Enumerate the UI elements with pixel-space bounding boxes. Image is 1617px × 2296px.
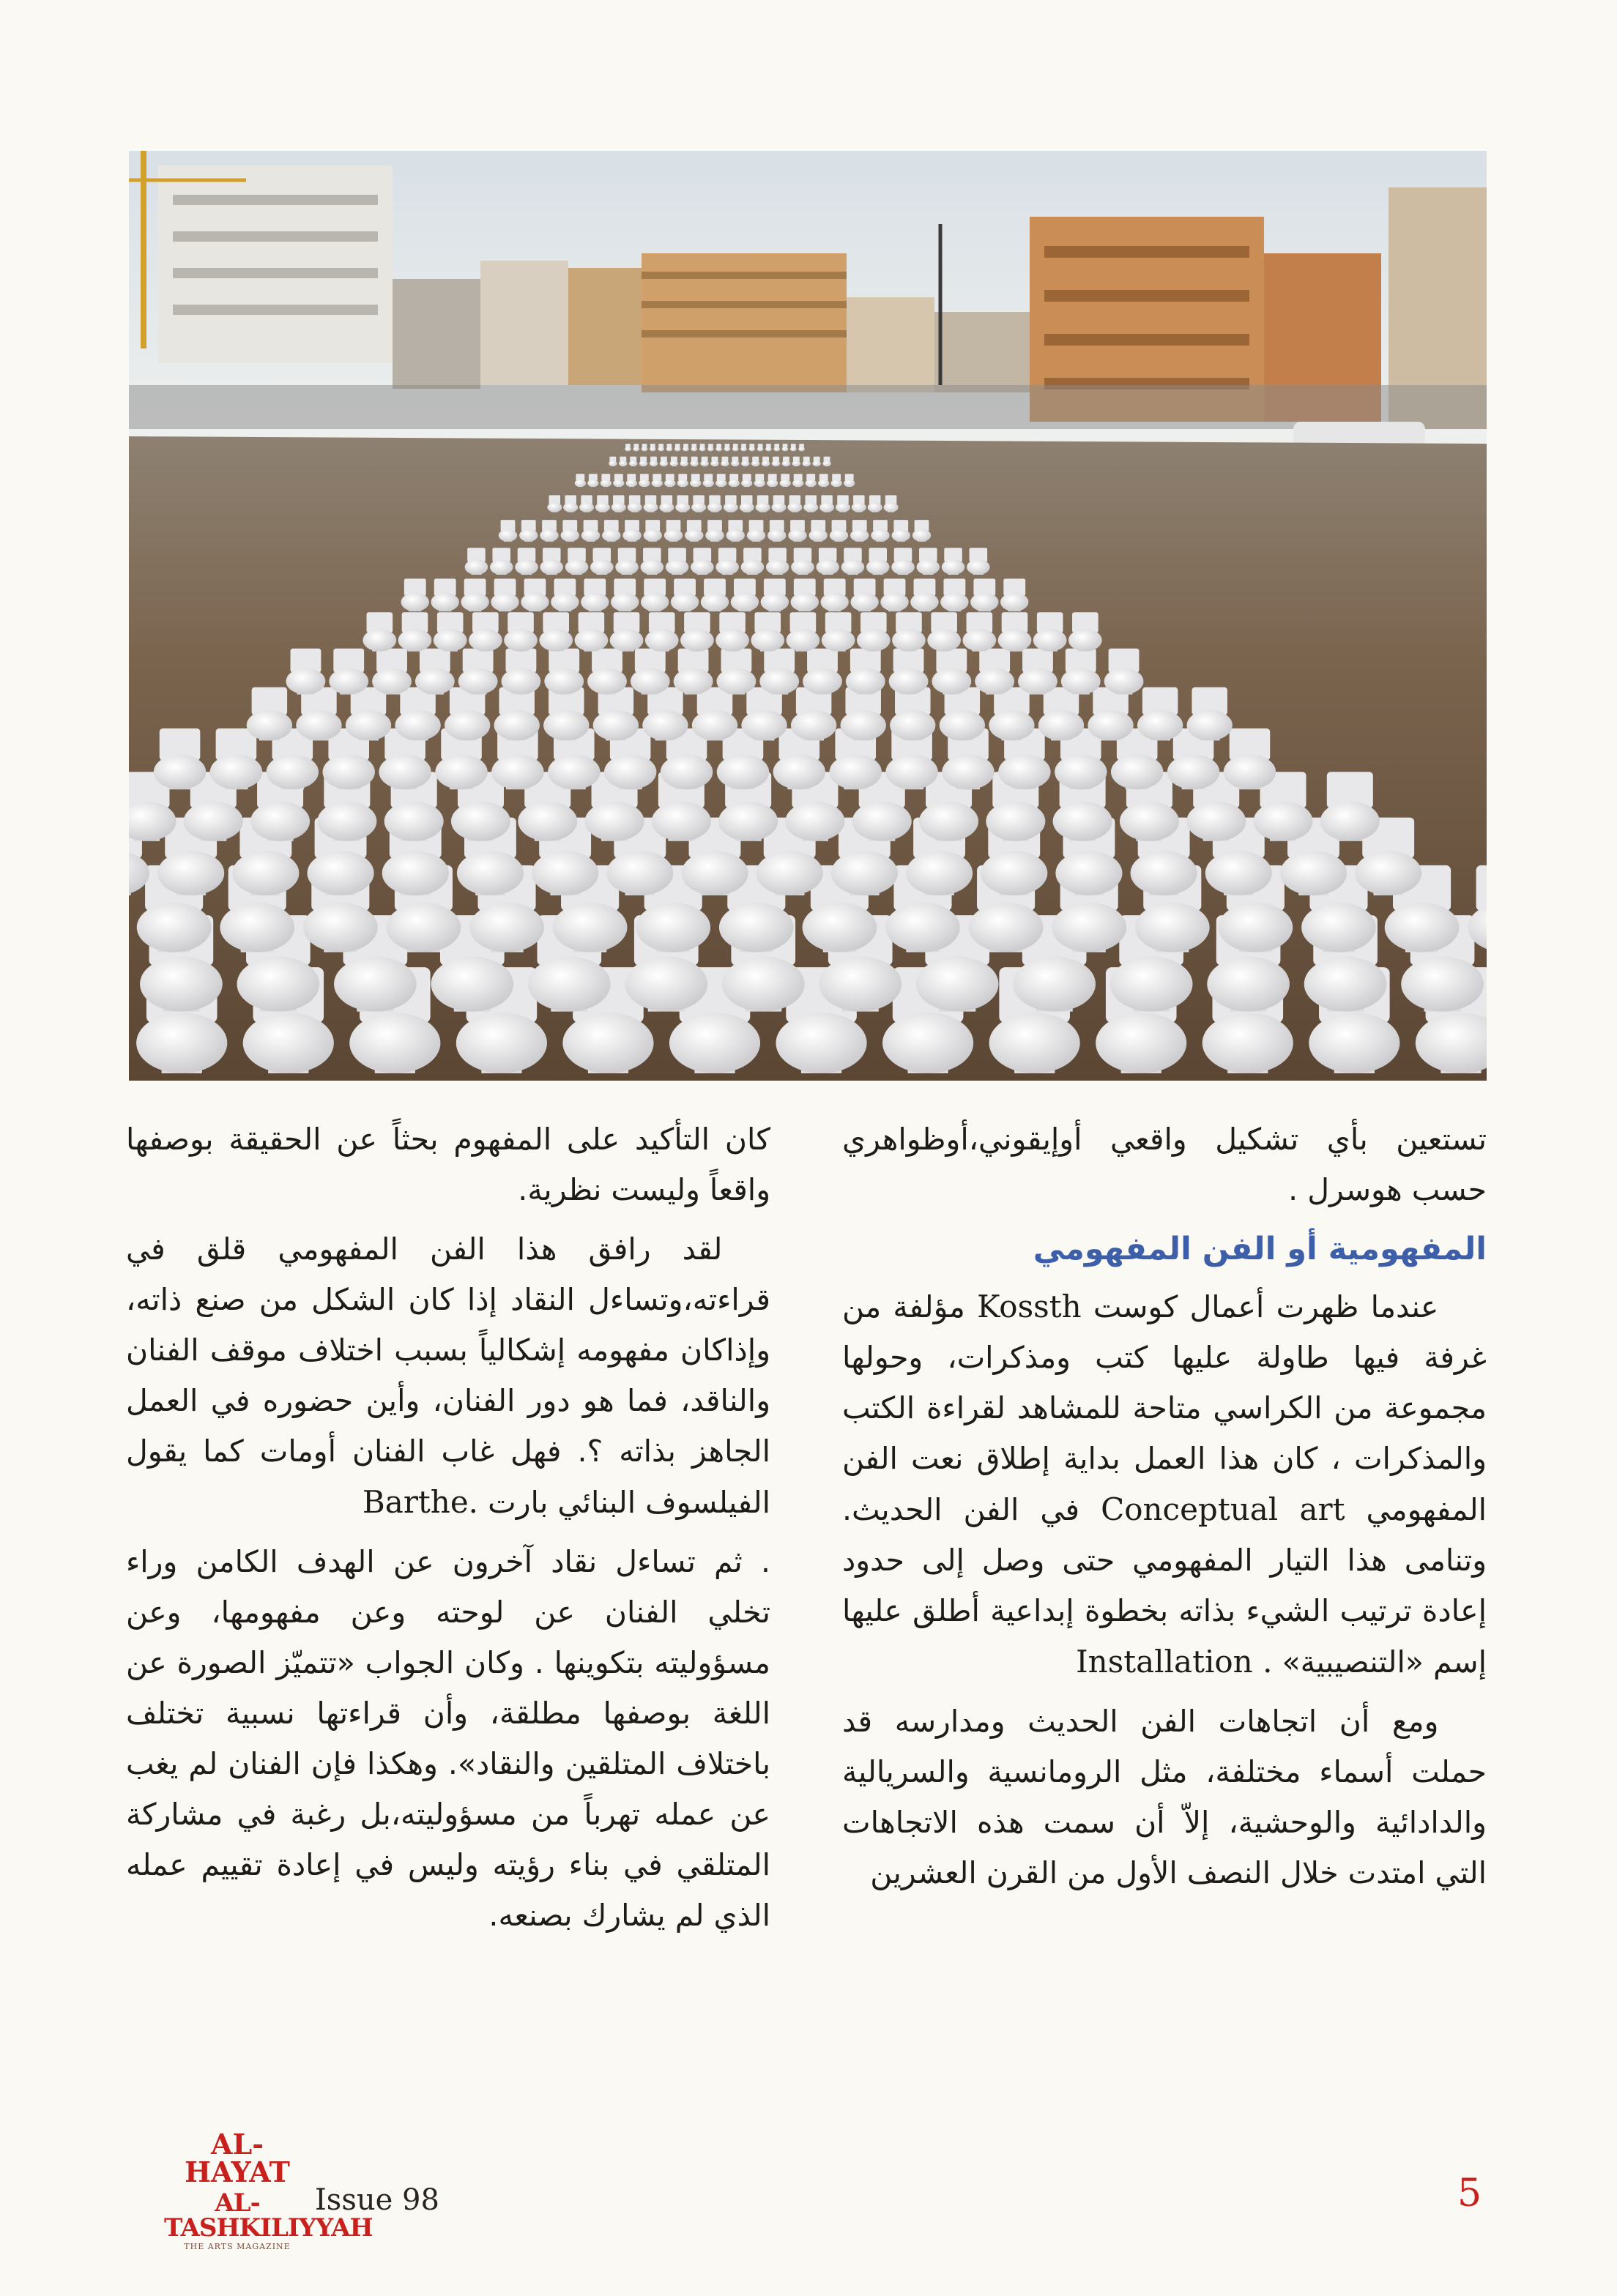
toilet <box>692 687 737 741</box>
toilet <box>1018 649 1057 695</box>
toilet <box>700 457 708 466</box>
toilet <box>664 474 675 487</box>
toilet <box>798 444 805 451</box>
toilet <box>633 444 639 451</box>
toilet <box>787 612 820 651</box>
toilet <box>741 474 752 487</box>
toilet <box>650 444 656 451</box>
toilet <box>803 457 811 466</box>
toilet <box>504 612 538 651</box>
toilet <box>615 548 639 575</box>
toilet <box>611 578 639 611</box>
toilet <box>563 495 578 512</box>
toilet <box>683 444 689 451</box>
toilet <box>154 728 206 789</box>
toilet <box>822 612 855 651</box>
logo-line-1: AL-HAYAT <box>185 2128 290 2188</box>
toilet <box>494 687 540 741</box>
toilet <box>670 457 678 466</box>
toilet <box>787 495 802 512</box>
toilet <box>1187 687 1233 741</box>
toilet <box>716 649 756 695</box>
toilet <box>836 495 850 512</box>
english-term-installation: Installation . <box>1076 1644 1273 1680</box>
toilet <box>490 548 513 575</box>
toilet <box>880 578 908 611</box>
toilet <box>671 578 699 611</box>
english-term-conceptual-art: Conceptual art <box>1101 1491 1345 1527</box>
toilet <box>247 687 292 741</box>
toilet <box>912 520 931 542</box>
toilet <box>927 612 961 651</box>
toilet <box>791 578 819 611</box>
toilet <box>519 520 538 542</box>
toilet <box>759 649 799 695</box>
toilet <box>751 612 784 651</box>
toilet <box>871 520 889 542</box>
toilet <box>642 444 648 451</box>
toilet <box>707 495 722 512</box>
paragraph-concept: كان التأكيد على المفهوم بحثاً عن الحقيقة بوصفها واقعاً وليست نظرية. <box>126 1122 770 1207</box>
toilet <box>626 474 637 487</box>
toilet <box>699 444 706 451</box>
toilet <box>625 444 631 451</box>
para-text-1b: مؤلفة من غرفة فيها طاولة عليها كتب ومذكرات، وحولها مجموعة من الكراسي متاحة للمشاهد لقراءة الكتب والمذكرات ، كان هذا العمل بداية إطلاق نعت الفن المفهومي <box>842 1289 1487 1527</box>
toilet <box>579 495 594 512</box>
toilet <box>1224 728 1276 789</box>
toilet <box>595 495 610 512</box>
toilet <box>581 578 609 611</box>
toilet <box>751 457 759 466</box>
toilet <box>732 444 739 451</box>
toilet <box>434 612 467 651</box>
toilet <box>461 578 488 611</box>
toilet <box>691 444 697 451</box>
toilet <box>590 548 614 575</box>
toilet <box>975 649 1014 695</box>
toilet <box>612 495 626 512</box>
toilet <box>892 520 910 542</box>
toilet <box>1033 612 1067 651</box>
toilet <box>641 578 669 611</box>
toilet <box>610 612 644 651</box>
toilet <box>766 548 789 575</box>
toilet <box>675 495 690 512</box>
toilet <box>889 649 929 695</box>
toilet <box>791 687 836 741</box>
para-text-1c: في الفن الحديث. وتنامى هذا التيار المفهومي حتى وصل إلى حدود إعادة ترتيب الشيء بذاته بخطوة إبداعية أطلق عليها إسم «التنصيبية» <box>842 1492 1487 1680</box>
toilet <box>892 612 926 651</box>
toilet <box>551 578 579 611</box>
toilet <box>998 612 1032 651</box>
toilet <box>715 548 739 575</box>
toilet <box>705 520 724 542</box>
toilet <box>724 495 738 512</box>
toilet <box>431 578 458 611</box>
toilet <box>666 548 689 575</box>
toilet <box>749 444 756 451</box>
toilet <box>841 687 886 741</box>
toilet <box>762 457 770 466</box>
toilet <box>674 649 713 695</box>
toilet <box>780 474 791 487</box>
toilet <box>1000 578 1028 611</box>
toilet <box>659 495 674 512</box>
toilet <box>803 495 818 512</box>
toilet <box>644 495 658 512</box>
toilet <box>731 457 739 466</box>
paragraph-anxiety <box>126 1224 770 1528</box>
toilet <box>1104 649 1144 695</box>
toilet <box>574 612 608 651</box>
english-term-barthe: Barthe. <box>362 1484 479 1520</box>
toilet <box>363 612 396 651</box>
toilet <box>398 612 432 651</box>
toilet <box>613 474 624 487</box>
toilet <box>641 548 664 575</box>
toilet <box>445 687 490 741</box>
toilet <box>741 548 765 575</box>
article-column-right <box>842 1114 1487 1907</box>
toilet <box>868 495 882 512</box>
toilet <box>724 444 731 451</box>
toilet <box>1137 687 1183 741</box>
toilet <box>1320 772 1380 841</box>
toilet <box>601 474 612 487</box>
toilet <box>715 612 749 651</box>
toilet <box>660 457 668 466</box>
toilet <box>756 495 770 512</box>
toilet <box>792 457 800 466</box>
toilet <box>469 612 502 651</box>
toilet <box>850 520 869 542</box>
toilet <box>658 444 664 451</box>
toilet <box>674 444 681 451</box>
toilet <box>609 457 617 466</box>
toilet <box>458 649 498 695</box>
toilet <box>890 687 935 741</box>
issue-number: Issue 98 <box>315 2183 439 2217</box>
toilet <box>707 444 714 451</box>
toilet <box>726 520 745 542</box>
toilet <box>652 474 663 487</box>
toilet <box>491 578 518 611</box>
toilet <box>754 474 765 487</box>
para-text-2a: لقد رافق هذا الفن المفهومي قلق في قراءته،وتساءل النقاد إذا كان الشكل من صنع ذاته، وإذاكان مفهومه إشكالياً بسبب اختلاف موقف الفنان والناقد، فما هو دور الفنان، وأين حضوره في العمل الجاهز بذاته ؟. فهل غاب الفنان أومات كما يقول الفيلسوف البنائي بارت <box>126 1231 770 1520</box>
toilet <box>666 444 673 451</box>
toilet <box>740 444 747 451</box>
toilet <box>731 578 759 611</box>
toilet <box>629 457 637 466</box>
toilet <box>967 548 990 575</box>
toilet <box>395 687 440 741</box>
toilet <box>866 548 890 575</box>
toilet <box>852 495 866 512</box>
toilet <box>816 548 839 575</box>
toilet <box>970 578 998 611</box>
toilet <box>917 548 940 575</box>
toilet <box>296 687 341 741</box>
toilet <box>790 444 797 451</box>
toilet <box>850 578 878 611</box>
toilet <box>329 649 368 695</box>
toilet <box>639 474 650 487</box>
toilet <box>715 444 722 451</box>
toilet <box>703 474 714 487</box>
toilet <box>910 578 938 611</box>
toilet <box>772 495 787 512</box>
toilet <box>521 578 549 611</box>
toilet <box>841 548 865 575</box>
toilet <box>544 649 584 695</box>
toilet <box>819 495 834 512</box>
toilet <box>631 649 670 695</box>
logo-line-2: AL-TASHKILIYYAH <box>164 2188 373 2243</box>
toilet <box>791 548 814 575</box>
toilet <box>818 474 829 487</box>
page-number: 5 <box>1457 2172 1482 2215</box>
toilet <box>715 474 726 487</box>
toilet <box>581 520 600 542</box>
toilet <box>788 520 806 542</box>
toilets-installation-photo <box>129 151 1487 1081</box>
toilet <box>782 457 790 466</box>
article-column-left <box>126 1114 770 1950</box>
toilet <box>812 457 820 466</box>
toilet <box>857 612 891 651</box>
toilet <box>543 687 589 741</box>
toilet <box>587 474 598 487</box>
toilet <box>565 548 589 575</box>
toilet <box>940 578 968 611</box>
toilet <box>680 612 714 651</box>
toilet <box>782 444 789 451</box>
toilet <box>846 649 885 695</box>
toilet <box>1088 687 1133 741</box>
toilet <box>821 578 849 611</box>
toilet <box>884 495 899 512</box>
english-term-kossth: Kossth <box>977 1289 1082 1324</box>
toilet <box>831 474 842 487</box>
paragraph-movements: ومع أن اتجاهات الفن الحديث ومدارسه قد حملت أسماء مختلفة، مثل الرومانسية والسريالية والدادائية والوحشية، إلاّ أن سمت هذه الاتجاهات التي امتدت خلال النصف الأول من القرن العشرين <box>842 1704 1487 1890</box>
toilet <box>593 687 639 741</box>
toilet <box>1068 612 1102 651</box>
toilet <box>765 444 772 451</box>
toilet <box>757 444 764 451</box>
toilet <box>767 520 786 542</box>
toilet <box>650 457 658 466</box>
toilet <box>773 444 780 451</box>
toilet <box>721 457 729 466</box>
toilet <box>619 457 627 466</box>
article-photo <box>129 151 1487 1081</box>
toilet <box>803 649 842 695</box>
toilet <box>465 548 488 575</box>
toilet <box>761 578 789 611</box>
toilet <box>286 649 326 695</box>
toilet <box>664 520 683 542</box>
toilet <box>690 474 701 487</box>
toilet <box>539 612 573 651</box>
toilet <box>822 457 830 466</box>
toilet <box>547 495 562 512</box>
toilet <box>645 612 679 651</box>
toilet <box>891 548 915 575</box>
toilet <box>210 728 262 789</box>
toilet <box>962 612 996 651</box>
toilet <box>346 687 391 741</box>
toilet <box>685 520 703 542</box>
toilet <box>792 474 803 487</box>
toilet <box>701 578 729 611</box>
toilet <box>642 687 688 741</box>
toilet <box>741 687 787 741</box>
toilet <box>628 495 642 512</box>
toilet <box>575 474 586 487</box>
toilet <box>767 474 778 487</box>
toilet <box>561 520 579 542</box>
paragraph-kossth <box>842 1281 1487 1688</box>
toilet <box>372 649 412 695</box>
toilet <box>691 548 714 575</box>
toilet <box>644 520 662 542</box>
logo-tagline: THE ARTS MAGAZINE <box>184 2242 291 2251</box>
toilet <box>677 474 688 487</box>
toilet <box>747 520 765 542</box>
toilet <box>415 649 455 695</box>
toilet <box>932 649 971 695</box>
toilet <box>540 520 558 542</box>
toilet <box>1061 649 1101 695</box>
toilet <box>602 520 620 542</box>
toilet <box>690 457 698 466</box>
toilet <box>772 457 780 466</box>
toilet <box>1038 687 1084 741</box>
toilet <box>401 578 429 611</box>
toilet <box>942 548 965 575</box>
toilet <box>989 687 1034 741</box>
paragraph-critics: . ثم تساءل نقاد آخرون عن الهدف الكامن وراء تخلي الفنان عن لوحته وعن مفهومها، وعن مسؤوليته بتكوينها . وكان الجواب «تتميّز الصورة عن اللغة بوصفها مطلقة، وأن قراءتها نسبية تختلف باختلاف المتلقين والنقاد». وهكذا فإن الفنان لم يغب عن عمله تهرباً من مسؤوليته،بل رغبة في مشاركة المتلقي في بناء رؤيته وليس في إعادة تقييم عمله الذي لم يشارك بصنعه. <box>126 1544 770 1933</box>
toilet <box>622 520 641 542</box>
toilet <box>844 474 855 487</box>
toilet <box>729 474 740 487</box>
intro-paragraph: تستعين بأي تشكيل واقعي أوإيقوني،أوظواهري حسب هوسرل . <box>842 1122 1487 1207</box>
toilet <box>806 474 817 487</box>
toilet <box>830 520 848 542</box>
section-heading: المفهومية أو الفن المفهومي <box>1033 1231 1487 1267</box>
toilet <box>499 520 517 542</box>
toilet <box>691 495 706 512</box>
toilet <box>515 548 538 575</box>
toilet <box>809 520 828 542</box>
para-text-1a: عندما ظهرت أعمال كوست <box>1093 1289 1439 1324</box>
toilet <box>710 457 718 466</box>
toilet <box>540 548 563 575</box>
magazine-logo <box>164 2128 373 2251</box>
toilet <box>741 457 749 466</box>
toilet <box>502 649 541 695</box>
toilet <box>639 457 647 466</box>
toilet <box>680 457 688 466</box>
toilet <box>587 649 627 695</box>
toilet <box>740 495 754 512</box>
toilet <box>940 687 985 741</box>
